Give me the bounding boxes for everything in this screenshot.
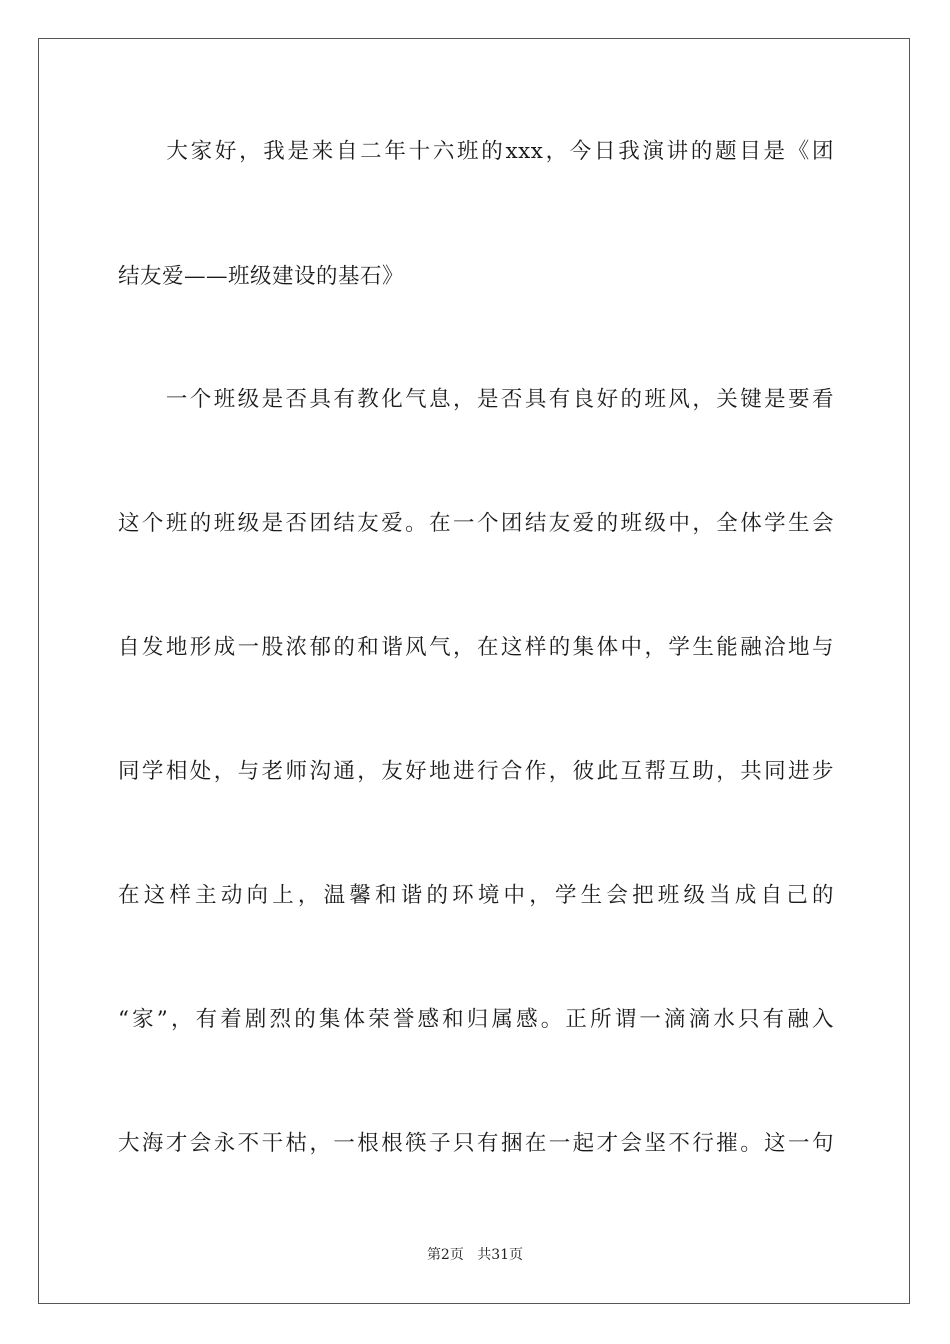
page-border bbox=[38, 38, 910, 1304]
paragraph-line: 同学相处，与老师沟通，友好地进行合作，彼此互帮互助，共同进步 bbox=[118, 759, 834, 784]
page-number: 第2页 bbox=[426, 1247, 464, 1263]
paragraph-line: 自发地形成一股浓郁的和谐风气，在这样的集体中，学生能融洽地与 bbox=[118, 635, 834, 660]
page-total: 共31页 bbox=[477, 1247, 524, 1263]
page-footer bbox=[0, 1245, 950, 1265]
paragraph-line: 在这样主动向上，温馨和谐的环境中，学生会把班级当成自己的 bbox=[118, 883, 834, 908]
paragraph-line: 这个班的班级是否团结友爱。在一个团结友爱的班级中，全体学生会 bbox=[118, 511, 834, 536]
paragraph-line: 结友爱——班级建设的基石》 bbox=[118, 264, 405, 289]
paragraph-line: 大海才会永不干枯，一根根筷子只有捆在一起才会坚不行摧。这一句 bbox=[118, 1131, 834, 1156]
paragraph-line: “家”，有着剧烈的集体荣誉感和归属感。正所谓一滴滴水只有融入 bbox=[118, 1007, 834, 1032]
paragraph-line: 一个班级是否具有教化气息，是否具有良好的班风，关键是要看 bbox=[118, 387, 834, 412]
paragraph-line: 大家好，我是来自二年十六班的xxx，今日我演讲的题目是《团 bbox=[118, 139, 834, 164]
